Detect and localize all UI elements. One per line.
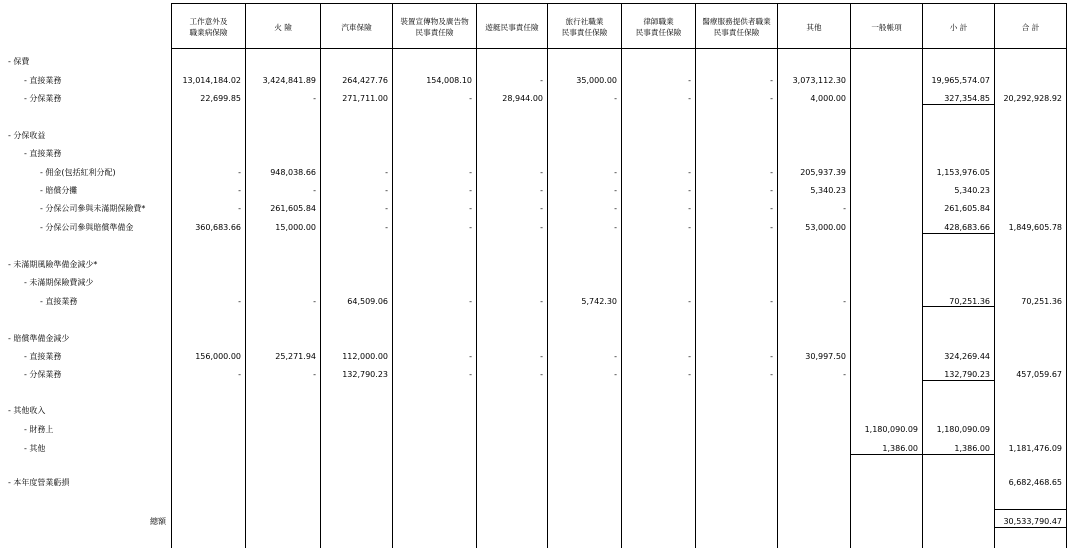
table-cell: -	[688, 204, 691, 213]
table-cell: -	[238, 168, 241, 177]
table-cell: -	[385, 223, 388, 232]
table-cell: -	[469, 297, 472, 306]
row-label: - 未滿期風險準備金減少*	[8, 260, 98, 269]
table-cell: -	[843, 204, 846, 213]
column-divider	[621, 3, 622, 548]
table-cell: -	[238, 297, 241, 306]
table-cell: -	[469, 204, 472, 213]
table-cell: -	[614, 94, 617, 103]
table-cell: -	[540, 352, 543, 361]
row-divider	[171, 48, 1067, 49]
row-label: - 其他收入	[8, 406, 46, 415]
table-cell: -	[770, 297, 773, 306]
table-cell: 3,424,841.89	[262, 76, 316, 85]
column-header: 工作意外及 職業病保險	[189, 17, 228, 37]
table-cell: -	[313, 370, 316, 379]
table-cell: -	[614, 168, 617, 177]
table-cell: -	[688, 352, 691, 361]
table-cell: 64,509.06	[347, 297, 388, 306]
column-header: 律師職業 民事責任保險	[635, 17, 682, 37]
table-cell: -	[688, 297, 691, 306]
table-cell: 20,292,928.92	[1003, 94, 1062, 103]
table-cell: 324,269.44	[944, 352, 990, 361]
table-cell: 156,000.00	[195, 352, 241, 361]
table-cell: 30,997.50	[805, 352, 846, 361]
table-cell: 70,251.36	[949, 297, 990, 306]
column-divider	[850, 3, 851, 548]
table-cell: 271,711.00	[342, 94, 388, 103]
table-cell: -	[469, 168, 472, 177]
subtotal-underline	[923, 454, 994, 455]
table-cell: 261,605.84	[944, 204, 990, 213]
row-label: - 分保公司參與賠償準備金	[40, 223, 134, 232]
table-cell: 6,682,468.65	[1008, 478, 1062, 487]
table-cell: -	[313, 186, 316, 195]
table-cell: -	[770, 94, 773, 103]
column-header: 汽車保險	[341, 22, 372, 32]
row-label: - 保費	[8, 57, 30, 66]
column-header: 火 險	[274, 22, 292, 32]
column-header: 裝置宣傳物及廣告物 民事責任險	[400, 17, 469, 37]
table-cell: -	[614, 370, 617, 379]
table-cell: 360,683.66	[195, 223, 241, 232]
table-cell: -	[614, 204, 617, 213]
table-cell: -	[469, 94, 472, 103]
subtotal-underline	[851, 454, 922, 455]
table-cell: 205,937.39	[800, 168, 846, 177]
table-cell: -	[238, 204, 241, 213]
column-divider	[476, 3, 477, 548]
table-cell: 948,038.66	[270, 168, 316, 177]
table-cell: 70,251.36	[1021, 297, 1062, 306]
column-divider	[547, 3, 548, 548]
table-cell: 327,354.85	[944, 94, 990, 103]
table-cell: 132,790.23	[944, 370, 990, 379]
column-header: 其他	[806, 22, 822, 32]
table-cell: -	[385, 168, 388, 177]
table-cell: -	[385, 204, 388, 213]
column-header: 合 計	[1021, 22, 1040, 32]
row-label: - 直接業務	[40, 297, 78, 306]
table-cell: -	[614, 352, 617, 361]
column-header: 遊艇民事責任險	[485, 22, 539, 32]
table-cell: 5,340.23	[810, 186, 846, 195]
table-cell: -	[688, 168, 691, 177]
total-label: 總額	[150, 517, 166, 526]
table-cell: 428,683.66	[944, 223, 990, 232]
column-divider	[171, 3, 172, 548]
table-cell: 53,000.00	[805, 223, 846, 232]
table-cell: -	[469, 370, 472, 379]
table-cell: 35,000.00	[576, 76, 617, 85]
row-divider	[994, 527, 1067, 528]
table-cell: 22,699.85	[200, 94, 241, 103]
row-label: - 其他	[24, 444, 46, 453]
table-cell: 457,059.67	[1016, 370, 1062, 379]
row-label: - 賠償準備金減少	[8, 334, 70, 343]
column-header: 醫療服務提供者職業 民事責任保險	[702, 17, 771, 37]
table-cell: -	[313, 297, 316, 306]
table-cell: 1,849,605.78	[1008, 223, 1062, 232]
table-cell: -	[770, 168, 773, 177]
column-divider	[777, 3, 778, 548]
table-cell: -	[540, 168, 543, 177]
table-cell: -	[770, 186, 773, 195]
row-label: - 未滿期保險費減少	[24, 278, 94, 287]
subtotal-underline	[923, 104, 994, 105]
table-cell: -	[770, 352, 773, 361]
row-label: - 直接業務	[24, 352, 62, 361]
table-cell: 1,181,476.09	[1008, 444, 1062, 453]
table-cell: -	[688, 94, 691, 103]
table-cell: 1,153,976.05	[936, 168, 990, 177]
column-divider	[994, 3, 995, 548]
table-cell: -	[469, 186, 472, 195]
table-cell: -	[540, 186, 543, 195]
table-cell: -	[688, 76, 691, 85]
row-label: - 直接業務	[24, 149, 62, 158]
column-divider	[695, 3, 696, 548]
table-cell: -	[540, 370, 543, 379]
table-cell: -	[469, 223, 472, 232]
subtotal-underline	[923, 306, 994, 307]
table-cell: -	[540, 76, 543, 85]
table-cell: 3,073,112.30	[792, 76, 846, 85]
table-cell: -	[540, 223, 543, 232]
table-cell: 1,180,090.09	[936, 425, 990, 434]
table-cell: -	[688, 186, 691, 195]
table-cell: 19,965,574.07	[931, 76, 990, 85]
table-cell: -	[843, 297, 846, 306]
row-label: - 直接業務	[24, 76, 62, 85]
table-cell: -	[770, 223, 773, 232]
row-label: - 佣金(包括紅利分配)	[40, 168, 116, 177]
table-cell: -	[313, 94, 316, 103]
table-cell: 1,180,090.09	[864, 425, 918, 434]
column-divider	[320, 3, 321, 548]
table-cell: 25,271.94	[275, 352, 316, 361]
column-divider	[392, 3, 393, 548]
table-cell: 13,014,184.02	[182, 76, 241, 85]
table-cell: -	[614, 223, 617, 232]
row-label: - 分保公司參與未滿期保險費*	[40, 204, 146, 213]
table-cell: -	[385, 186, 388, 195]
table-cell: 1,386.00	[954, 444, 990, 453]
table-cell: -	[770, 204, 773, 213]
table-cell: 5,742.30	[581, 297, 617, 306]
row-label: - 分保業務	[24, 370, 62, 379]
table-cell: 1,386.00	[882, 444, 918, 453]
table-cell: 261,605.84	[270, 204, 316, 213]
row-label: - 分保業務	[24, 94, 62, 103]
table-cell: -	[843, 370, 846, 379]
table-cell: 264,427.76	[342, 76, 388, 85]
column-divider	[245, 3, 246, 548]
table-cell: -	[770, 370, 773, 379]
table-cell: 4,000.00	[810, 94, 846, 103]
table-cell: -	[469, 352, 472, 361]
table-cell: 15,000.00	[275, 223, 316, 232]
table-cell: -	[238, 186, 241, 195]
table-cell: -	[540, 204, 543, 213]
table-cell: 28,944.00	[502, 94, 543, 103]
table-cell: -	[688, 223, 691, 232]
column-header: 一般帳項	[871, 22, 902, 32]
table-cell: -	[614, 186, 617, 195]
table-cell: 112,000.00	[342, 352, 388, 361]
column-header: 旅行社職業 民事責任保險	[561, 17, 608, 37]
row-label: - 賠償分攤	[40, 186, 78, 195]
row-divider	[994, 509, 1067, 510]
table-cell: 5,340.23	[954, 186, 990, 195]
column-divider	[922, 3, 923, 548]
table-cell: -	[238, 370, 241, 379]
total-value: 30,533,790.47	[1003, 517, 1062, 526]
row-label: - 本年度營業虧損	[8, 478, 70, 487]
row-label: - 財務上	[24, 425, 54, 434]
column-header: 小 計	[949, 22, 968, 32]
table-cell: 154,008.10	[426, 76, 472, 85]
subtotal-underline	[923, 233, 994, 234]
row-label: - 分保收益	[8, 131, 46, 140]
table-cell: -	[770, 76, 773, 85]
subtotal-underline	[923, 380, 994, 381]
table-cell: 132,790.23	[342, 370, 388, 379]
table-cell: -	[540, 297, 543, 306]
row-divider	[171, 3, 1067, 4]
table-cell: -	[688, 370, 691, 379]
